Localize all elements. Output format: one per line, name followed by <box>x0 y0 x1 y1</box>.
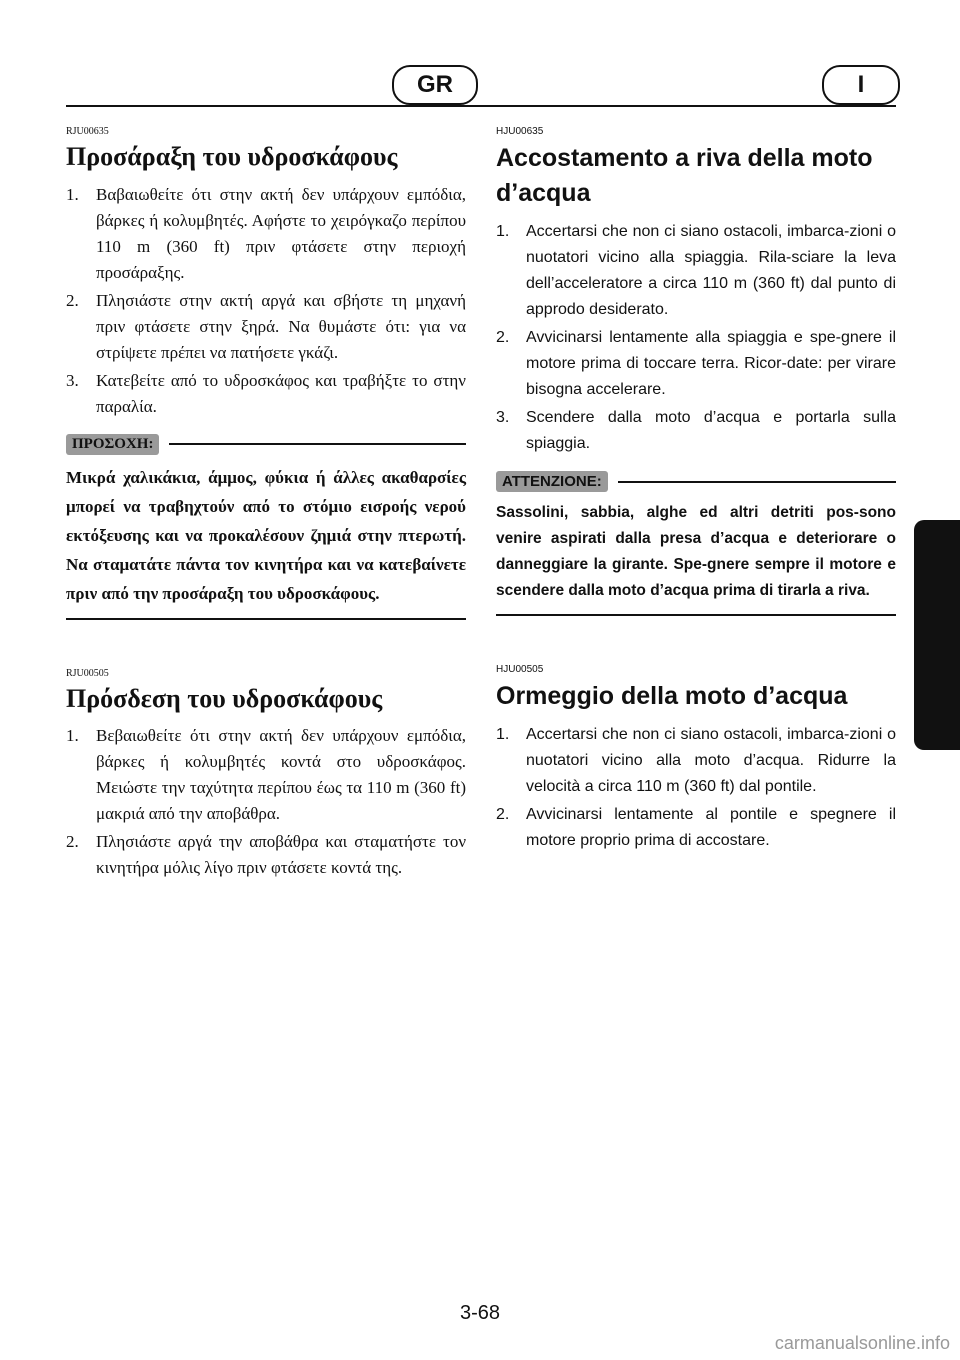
step-text: Κατεβείτε από το υδροσκάφος και τραβήξτε το στην παραλία. <box>96 370 466 416</box>
list-item <box>496 219 896 323</box>
list-item <box>66 829 466 881</box>
step-text: Scendere dalla moto d’acqua e portarla sulla spiaggia. <box>526 409 896 452</box>
section-code: HJU00635 <box>496 126 544 137</box>
section-title: Προσάραξη του υδροσκάφους <box>66 142 398 171</box>
section-code: RJU00505 <box>66 667 109 679</box>
section-code: RJU00635 <box>66 126 109 137</box>
caution-badge: ΠΡΟΣΟΧΗ: <box>66 434 159 455</box>
list-item <box>496 325 896 403</box>
caution-text: Sassolini, sabbia, alghe ed altri detriti pos-sono venire aspirati dalla presa d’acqua e deteriorare o danneggiare la girante. Spe-gnere sempre il motore e scendere dalla moto d’acqua prima di tirarla a riva. <box>496 504 896 599</box>
page-number: 3-68 <box>459 1302 501 1324</box>
step-number: 3. <box>66 370 79 390</box>
language-tab-greek <box>392 65 478 105</box>
section-title: Ormeggio della moto d’acqua <box>496 682 848 710</box>
step-text: Avvicinarsi lentamente al pontile e spegnere il motore proprio prima di accostare. <box>526 806 896 849</box>
step-number: 2. <box>496 806 510 823</box>
list-item <box>496 405 896 457</box>
step-number: 2. <box>66 832 79 851</box>
step-list <box>496 219 896 457</box>
caution-badge: ATTENZIONE: <box>496 471 608 492</box>
step-list <box>496 722 896 854</box>
caution-header <box>496 471 896 492</box>
caution-header <box>66 434 466 455</box>
language-tab-greek-label: GR <box>417 71 453 98</box>
step-list <box>66 723 466 881</box>
section-title: Accostamento a riva della moto d’acqua <box>496 144 873 207</box>
list-item <box>66 288 466 366</box>
header-rule <box>66 105 896 107</box>
step-number: 3. <box>496 409 510 426</box>
caution-rule <box>169 443 466 445</box>
list-item <box>66 182 466 286</box>
step-number: 1. <box>66 726 79 745</box>
list-item <box>496 722 896 800</box>
step-text: Πλησιάστε αργά την αποβάθρα και σταματήστε τον κινητήρα μόλις λίγο πριν φτάσετε κοντά της. <box>96 832 466 877</box>
section-code: HJU00505 <box>496 664 544 675</box>
step-text: Accertarsi che non ci siano ostacoli, imbarca-zioni o nuotatori vicino alla spiaggia. Rila-sciare la leva dell’acceleratore a circa 110 m (360 ft) dal punto di approdo desiderato. <box>526 223 896 318</box>
step-text: Βεβαιωθείτε ότι στην ακτή δεν υπάρχουν εμπόδια, βάρκες ή κολυμβητές κοντά στο υδροσκάφος. Μειώστε την ταχύτητα περίπου έως τα 110 m (360 ft) μακριά από την αποβάθρα. <box>96 726 466 823</box>
step-text: Avvicinarsi lentamente alla spiaggia e spe-gnere il motore prima di toccare terra. Ricor-date: per virare bisogna accelerare. <box>526 329 896 398</box>
step-number: 2. <box>66 290 79 310</box>
step-number: 2. <box>496 329 510 346</box>
language-tab-italian <box>822 65 900 105</box>
list-item <box>496 802 896 854</box>
section-title: Πρόσδεση του υδροσκάφους <box>66 683 383 713</box>
list-item <box>66 723 466 827</box>
step-text: Βαβαιωθείτε ότι στην ακτή δεν υπάρχουν εμπόδια, βάρκες ή κολυμβητές. Αφήστε το χειρόγκαζο περίπου 110 m (360 ft) πριν φτάσετε στην περιοχή προσάραξης. <box>96 184 466 282</box>
step-number: 1. <box>496 726 510 743</box>
language-tab-italian-label: I <box>857 71 865 98</box>
caution-rule <box>618 481 896 483</box>
step-number: 1. <box>66 184 79 204</box>
step-text: Accertarsi che non ci siano ostacoli, imbarca-zioni o nuotatori vicino alla moto d’acqua. Ridurre la velocità a circa 110 m (360 ft) dal pontile. <box>526 726 896 795</box>
step-text: Πλησιάστε στην ακτή αργά και σβήστε τη μηχανή πριν φτάσετε στην ξηρά. Να θυμάστε ότι: για να στρίψετε πρέπει να πατήσετε γκάζι. <box>96 290 466 362</box>
caution-text: Μικρά χαλικάκια, άμμος, φύκια ή άλλες ακαθαρσίες μπορεί να τραβηχτούν από το στόμιο εισροής νερού εκτόξευσης και να προκαλέσουν ζημιά στην πτερωτή. Να σταματάτε πάντα τον κινητήρα και να κατεβαίνετε πριν από την προσάραξη του υδροσκάφους. <box>66 467 466 603</box>
greek-column <box>66 120 466 883</box>
italian-column <box>496 120 896 856</box>
list-item <box>66 368 466 420</box>
chapter-side-tab <box>914 520 960 750</box>
watermark: carmanualsonline.info <box>774 1333 950 1353</box>
step-number: 1. <box>496 223 510 240</box>
step-list <box>66 182 466 420</box>
